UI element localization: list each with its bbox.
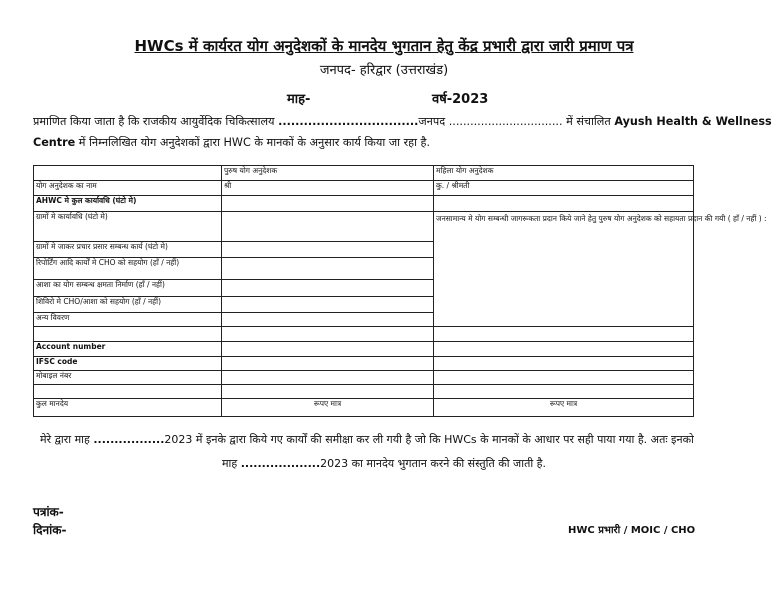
spacer-cell bbox=[222, 327, 434, 342]
certificate-paragraph-line1 bbox=[33, 114, 772, 129]
male-value-cell[interactable] bbox=[222, 297, 434, 313]
hospital-blank[interactable]: ................................. bbox=[278, 115, 419, 128]
para-bold-2: Centre bbox=[33, 136, 76, 149]
header-empty-cell bbox=[34, 166, 222, 181]
male-value-cell[interactable] bbox=[222, 212, 434, 242]
female-support-note: जनसामान्य मे योग सम्बन्धी जागरूकता प्रदान किये जाने हेतु पुरुष योग अनुदेशक को सहायता प्रदान की गयी ( हाँ / नहीं ) : bbox=[434, 212, 694, 327]
row-label: शिविरो मे CHO/आशा को सहयोग (हाँ / नहीं) bbox=[34, 297, 222, 313]
spacer-cell bbox=[34, 327, 222, 342]
review-statement-line1 bbox=[40, 432, 694, 447]
review-text-1: मेरे द्वारा माह bbox=[40, 433, 94, 446]
table-row bbox=[34, 371, 694, 385]
ifsc-female-field[interactable] bbox=[434, 357, 694, 371]
row-label: रिपोर्टिंग आदि कार्यों मे CHO को सहयोग (हाँ / नहीं) bbox=[34, 258, 222, 280]
header-female-instructor: महिला योग अनुदेशक bbox=[434, 166, 694, 181]
ifsc-male-field[interactable] bbox=[222, 357, 434, 371]
row-label: AHWC मे कुल कार्यावधि (घंटो मे) bbox=[34, 196, 222, 212]
row-label: अन्य विवरण bbox=[34, 313, 222, 327]
review-text-3: माह bbox=[221, 457, 241, 470]
review-statement-line2 bbox=[0, 456, 768, 471]
male-value-cell[interactable] bbox=[222, 196, 434, 212]
account-number-label: Account number bbox=[34, 342, 222, 357]
male-value-cell[interactable] bbox=[222, 258, 434, 280]
row-label: ग्रामों मे कार्यावधि (घंटो मे) bbox=[34, 212, 222, 242]
spacer-cell bbox=[434, 327, 694, 342]
review-month-blank[interactable]: ................. bbox=[93, 433, 165, 446]
male-value-cell[interactable] bbox=[222, 280, 434, 297]
table-row bbox=[34, 181, 694, 196]
table-row bbox=[34, 399, 694, 417]
para-text-4: में निम्नलिखित योग अनुदेशकों द्वारा HWC के मानकों के अनुसार कार्य किया जा रहा है. bbox=[75, 136, 431, 149]
spacer-cell bbox=[34, 385, 222, 399]
spacer-cell bbox=[222, 385, 434, 399]
instructor-details-table bbox=[33, 165, 767, 417]
document-title: HWCs में कार्यरत योग अनुदेशकों के मानदेय भुगतान हेतु केंद्र प्रभारी द्वारा जारी प्रमाण पत्र bbox=[134, 37, 634, 55]
para-text-1: प्रमाणित किया जाता है कि राजकीय आयुर्वेदिक चिकित्सालय bbox=[33, 115, 279, 128]
table-spacer-row bbox=[34, 385, 694, 399]
year-label: वर्ष-2023 bbox=[432, 92, 489, 107]
account-female-field[interactable] bbox=[434, 342, 694, 357]
review-text-4: 2023 का मानदेय भुगतान करने की संस्तुति की जाती है. bbox=[320, 457, 547, 470]
table-row bbox=[34, 212, 694, 242]
total-honorarium-label: कुल मानदेय bbox=[34, 399, 222, 417]
mobile-male-field[interactable] bbox=[222, 371, 434, 385]
male-value-cell[interactable] bbox=[222, 313, 434, 327]
male-value-cell[interactable] bbox=[222, 242, 434, 258]
certificate-paragraph-line2 bbox=[33, 135, 430, 150]
account-male-field[interactable] bbox=[222, 342, 434, 357]
date-label: दिनांक- bbox=[33, 523, 67, 537]
table-row bbox=[34, 342, 694, 357]
amount-female-field[interactable]: रूपए मात्र bbox=[434, 399, 694, 417]
mobile-number-label: मोबाइल नंबर bbox=[34, 371, 222, 385]
table-row bbox=[34, 357, 694, 371]
header-male-instructor: पुरुष योग अनुदेशक bbox=[222, 166, 434, 181]
name-label: योग अनुदेशक का नाम bbox=[34, 181, 222, 196]
review-text-2: 2023 में इनके द्वारा किये गए कार्यों की समीक्षा कर ली गयी है जो कि HWCs के मानकों के आधार पर सही पाया गया है. अतः इनको bbox=[164, 433, 694, 446]
month-label: माह- bbox=[287, 92, 311, 107]
letter-number-label: पत्रांक- bbox=[33, 505, 64, 519]
table-spacer-row bbox=[34, 327, 694, 342]
table-row bbox=[34, 196, 694, 212]
mobile-female-field[interactable] bbox=[434, 371, 694, 385]
district-subtitle: जनपद- हरिद्वार (उत्तराखंड) bbox=[319, 63, 449, 78]
recommend-month-blank[interactable]: ................... bbox=[240, 457, 321, 470]
name-male-field[interactable]: श्री bbox=[222, 181, 434, 196]
spacer-cell bbox=[434, 385, 694, 399]
row-label: आशा का योग सम्बन्ध क्षमता निर्माण (हाँ / नहीं) bbox=[34, 280, 222, 297]
signatory-label: HWC प्रभारी / MOIC / CHO bbox=[568, 525, 696, 536]
amount-male-field[interactable]: रूपए मात्र bbox=[222, 399, 434, 417]
female-value-cell[interactable] bbox=[434, 196, 694, 212]
para-text-3: में संचालित bbox=[562, 115, 615, 128]
para-text-2: जनपद bbox=[418, 115, 449, 128]
district-blank[interactable]: ................................ bbox=[448, 115, 563, 128]
row-label: ग्रामों मे जाकर प्रचार प्रसार सम्बन्ध कार्य (घंटो मे) bbox=[34, 242, 222, 258]
ifsc-code-label: IFSC code bbox=[34, 357, 222, 371]
para-bold-1: Ayush Health & Wellness bbox=[614, 115, 772, 128]
table-header-row bbox=[34, 166, 694, 181]
name-female-field[interactable]: कु. / श्रीमती bbox=[434, 181, 694, 196]
